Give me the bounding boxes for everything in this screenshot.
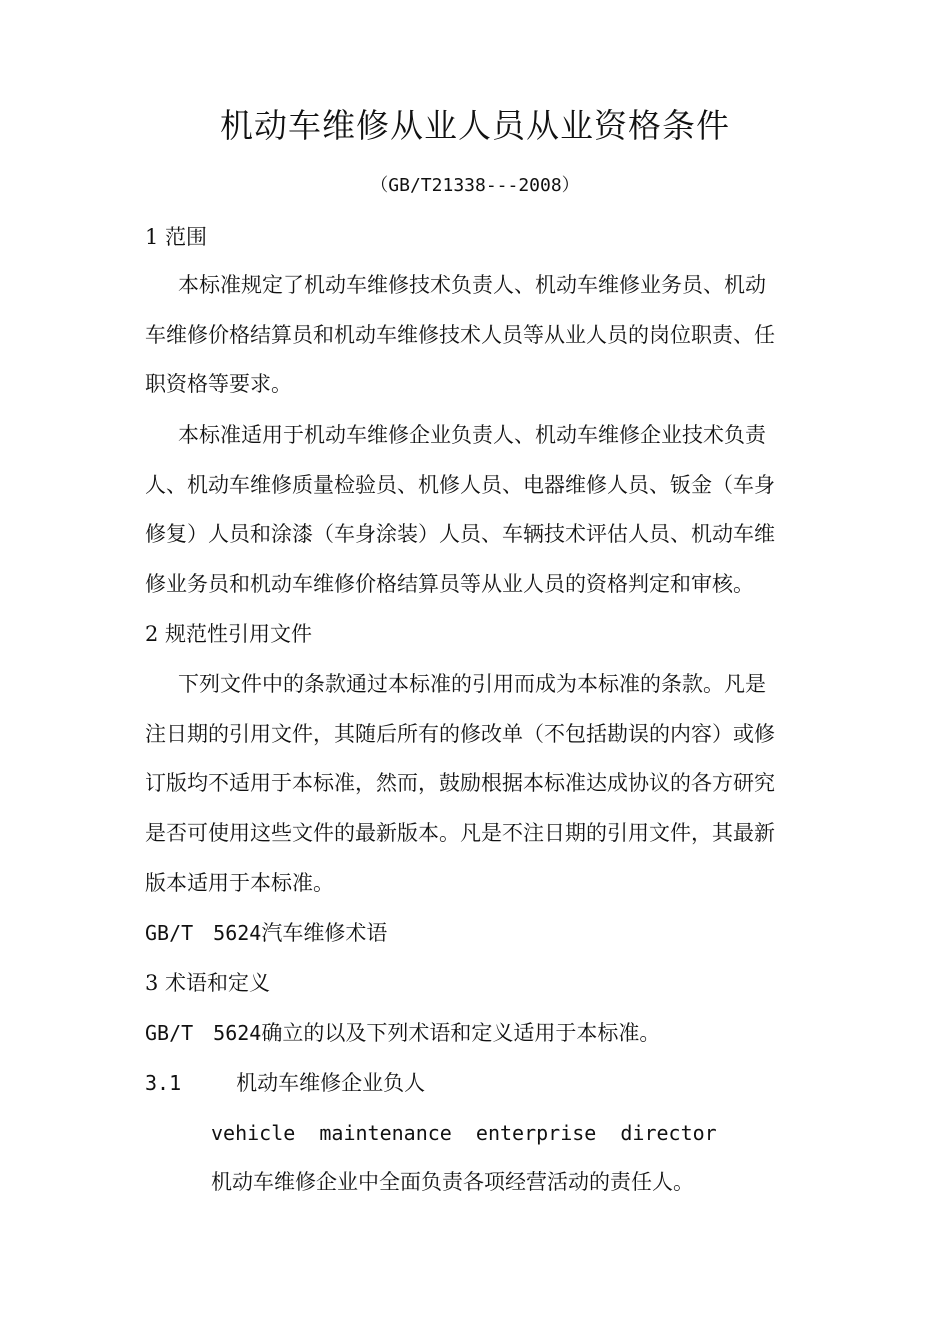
terms-intro-text: 确立的以及下列术语和定义适用于本标准。 <box>261 1021 661 1045</box>
paragraph-line: 是否可使用这些文件的最新版本。凡是不注日期的引用文件，其最新 <box>145 821 775 845</box>
paragraph-line: 修业务员和机动车维修价格结算员等从业人员的资格判定和审核。 <box>145 572 754 596</box>
section-heading-scope: 1 范围 <box>145 225 208 249</box>
paragraph-line: 注日期的引用文件，其随后所有的修改单（不包括勘误的内容）或修 <box>145 722 775 746</box>
paragraph-line: 人、机动车维修质量检验员、机修人员、电器维修人员、钣金（车身 <box>145 473 775 497</box>
paragraph-line: 下列文件中的条款通过本标准的引用而成为本标准的条款。凡是 <box>178 672 766 696</box>
term-definition: 机动车维修企业中全面负责各项经营活动的责任人。 <box>211 1170 694 1194</box>
reference-item <box>145 917 387 949</box>
paragraph-line: 本标准适用于机动车维修企业负责人、机动车维修企业技术负责 <box>178 423 766 447</box>
term-name: 机动车维修企业负人 <box>236 1071 426 1095</box>
reference-code-prefix: GB/T <box>145 921 194 945</box>
paragraph-line: 版本适用于本标准。 <box>145 871 334 895</box>
paragraph-line: 职资格等要求。 <box>145 372 292 396</box>
term-heading <box>145 1067 425 1099</box>
reference-name: 汽车维修术语 <box>261 921 388 945</box>
paragraph-line: 车维修价格结算员和机动车维修技术人员等从业人员的岗位职责、任 <box>145 323 775 347</box>
terms-intro <box>145 1017 660 1049</box>
term-number: 3.1 <box>145 1071 182 1095</box>
standard-code: （GB/T21338---2008） <box>370 175 580 196</box>
paragraph-line: 订版均不适用于本标准，然而，鼓励根据本标准达成协议的各方研究 <box>145 771 775 795</box>
section-heading-normative-references: 2 规范性引用文件 <box>145 622 313 646</box>
term-english-name: vehicle maintenance enterprise director <box>211 1121 717 1145</box>
reference-code-number: 5624 <box>213 921 262 945</box>
paragraph-line: 本标准规定了机动车维修技术负责人、机动车维修业务员、机动 <box>178 273 766 297</box>
paragraph-line: 修复）人员和涂漆（车身涂装）人员、车辆技术评估人员、机动车维 <box>145 522 775 546</box>
terms-intro-code-prefix: GB/T <box>145 1021 194 1045</box>
section-heading-terms-definitions: 3 术语和定义 <box>145 971 271 995</box>
terms-intro-code-number: 5624 <box>213 1021 262 1045</box>
document-title: 机动车维修从业人员从业资格条件 <box>220 106 730 145</box>
